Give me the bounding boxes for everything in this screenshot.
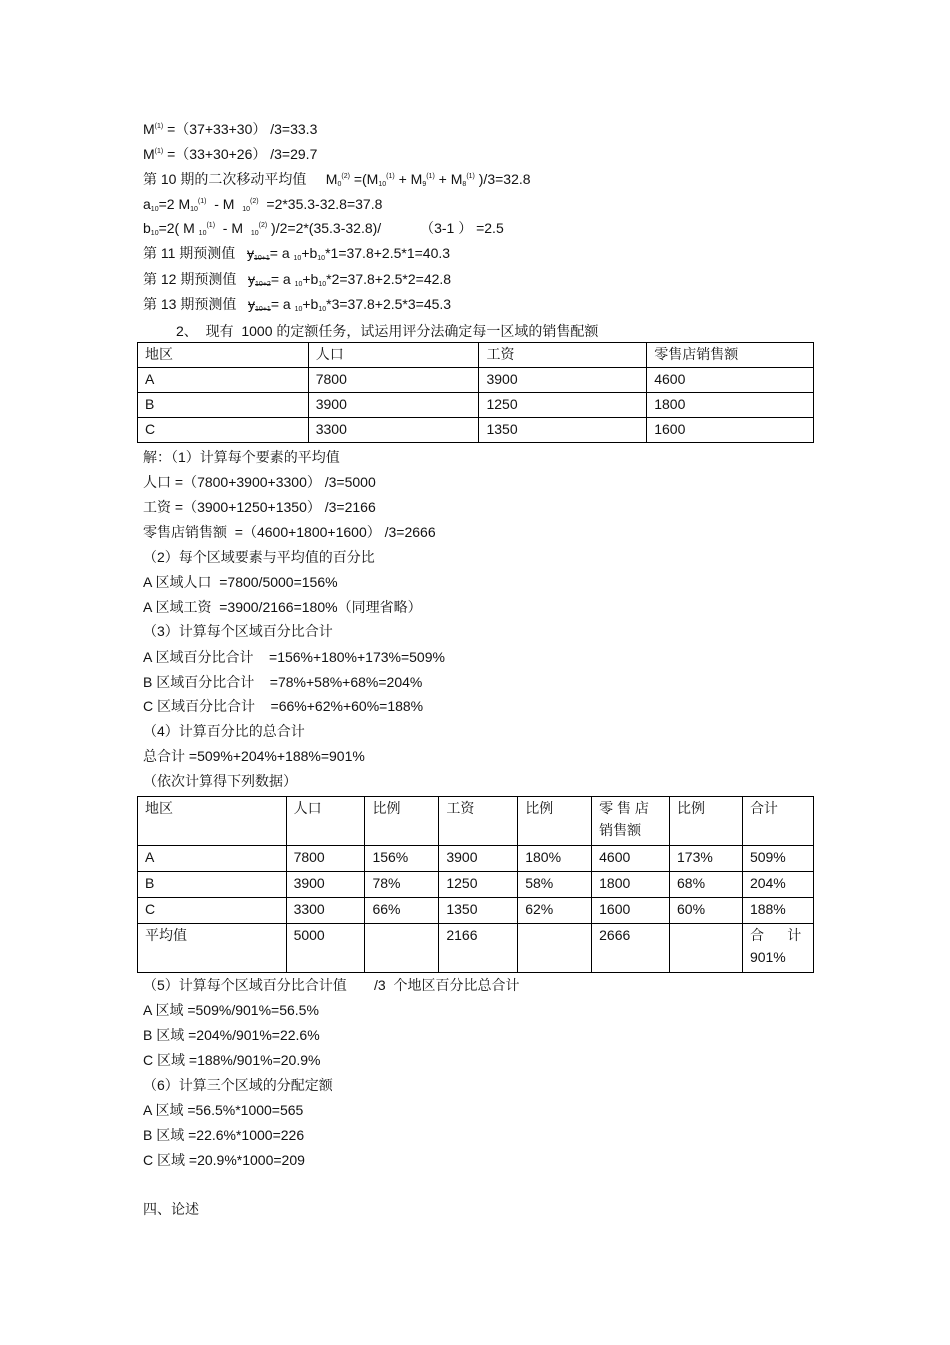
forecast-line: 第 11 期预测值 $y_{10+1}= a$ $_{10}+b_{10}*1=37.8+2.5*1=40.3$ [143,245,451,262]
table-cell: 58% [518,872,592,898]
header-text-line: 零 售 店 [599,800,649,816]
table-cell: 5000 [286,924,365,973]
table-header-cell: 工资 [439,797,518,846]
table-cell: B [138,393,309,418]
table-cell: 1800 [592,872,670,898]
table-cell: 1800 [647,393,814,418]
solution-line: B 区域 =204%/901%=22.6% [143,1027,320,1043]
question-heading: 2、 现有 1000 的定额任务，试运用评分法确定每一区域的销售配额 [176,323,599,339]
forecast-line: 第 12 期预测值 $y_{10+2}= a$ $_{10}+b_{10}*2=37.8+2.5*2=42.8$ [143,271,452,288]
table-header-cell [592,797,670,846]
solution-line: C 区域 =20.9%*1000=209 [143,1152,305,1168]
table-row [138,418,814,443]
solution-line: C 区域 =188%/901%=20.9% [143,1052,321,1068]
table-cell [518,924,592,973]
section-title: 四、论述 [143,1201,199,1217]
table-cell: 2166 [439,924,518,973]
solution-line: （4）计算百分比的总合计 [143,723,305,739]
table-cell: A [138,368,309,393]
computed-table [137,796,814,973]
solution-line: A 区域 =56.5%*1000=565 [143,1102,304,1118]
table-cell: A [138,846,287,872]
table-header-cell: 地区 [138,343,309,368]
solution-line: （依次计算得下列数据） [143,773,297,789]
table-header-cell: 比例 [518,797,592,846]
table-cell: 173% [670,846,743,872]
table-cell: 3300 [286,898,365,924]
table-cell: 7800 [286,846,365,872]
table-cell: 2666 [592,924,670,973]
formula-line: $b_{10}=2$( M $_{10}^{(1)}$ - M $_{10}^{(2)}$ )/2=2*(35.3-32.8)/ （3-1 ） =2.5 [143,220,504,237]
table-cell: 66% [365,898,439,924]
table-cell: 78% [365,872,439,898]
table-cell: 4600 [647,368,814,393]
table-cell: 68% [670,872,743,898]
table-header-cell: 地区 [138,797,287,846]
table-row [138,368,814,393]
formula-line: 第 10 期的二次移动平均值 $M_0^{(2)} =(M_{10}^{(1)} + M_9^{(1)} + M_8^{(1)}$ )/3=32.8 [143,171,531,188]
table-row [138,846,814,872]
table-header-cell: 零售店销售额 [647,343,814,368]
solution-line: 零售店销售额 =（4600+1800+1600） /3=2666 [143,524,436,540]
table-cell: 4600 [592,846,670,872]
table-row [138,872,814,898]
table-cell: 156% [365,846,439,872]
table-cell: 平均值 [138,924,287,973]
table-row [138,393,814,418]
total-label: 合 计 [749,927,802,943]
table-header-row [138,797,814,846]
table-header-row [138,343,814,368]
solution-line: 人口 =（7800+3900+3300） /3=5000 [143,474,376,490]
solution-line: C 区域百分比合计 =66%+62%+60%=188% [143,698,424,714]
solution-line: 工资 =（3900+1250+1350） /3=2166 [143,499,376,515]
solution-line: （5）计算每个区域百分比合计值 /3 个地区百分比总合计 [143,977,520,993]
solution-line: （6）计算三个区域的分配定额 [143,1077,333,1093]
solution-line: B 区域百分比合计 =78%+58%+68%=204% [143,674,423,690]
table-cell: 7800 [308,368,479,393]
table-cell: 180% [518,846,592,872]
table-cell: 3900 [479,368,647,393]
forecast-line: 第 13 期预测值 $y_{10+1}= a$ $_{10}+b_{10}*3=37.8+2.5*3=45.3$ [143,296,452,313]
table-header-cell: 合计 [742,797,813,846]
table-cell: B [138,872,287,898]
table-cell: C [138,418,309,443]
table-cell: 3900 [286,872,365,898]
table-header-cell: 比例 [670,797,743,846]
solution-line: B 区域 =22.6%*1000=226 [143,1127,305,1143]
table-cell: 1250 [479,393,647,418]
average-row [138,924,814,973]
solution-line: 总合计 =509%+204%+188%=901% [143,748,365,764]
table-cell: 62% [518,898,592,924]
table-cell: 60% [670,898,743,924]
table-cell: 3300 [308,418,479,443]
table-cell: 509% [742,846,813,872]
table-cell [365,924,439,973]
table-cell: 188% [742,898,813,924]
table-cell: 3900 [439,846,518,872]
table-cell: 1350 [439,898,518,924]
solution-line: A 区域 =509%/901%=56.5% [143,1002,319,1018]
region-data-table [137,342,814,443]
solution-line: （3）计算每个区域百分比合计 [143,623,333,639]
table-row [138,898,814,924]
table-cell [670,924,743,973]
solution-line: （2）每个区域要素与平均值的百分比 [143,549,375,565]
table-header-cell: 人口 [286,797,365,846]
table-header-cell: 工资 [479,343,647,368]
table-cell: 3900 [308,393,479,418]
total-value: 901% [749,949,786,965]
table-cell: 1250 [439,872,518,898]
formula-line: $M^{(1)} =(37+33+30)$ /3=33.3 [143,121,318,137]
solution-line: 解：（1）计算每个要素的平均值 [143,449,340,465]
formula-line: $a_{10}=2$ $M_{10}^{(1)}$ - M $_{10}^{(2)}$ =2*35.3-32.8=37.8 [143,196,383,213]
solution-line: A 区域工资 =3900/2166=180%（同理省略） [143,599,422,615]
table-cell: C [138,898,287,924]
table-cell: 1350 [479,418,647,443]
solution-line: A 区域人口 =7800/5000=156% [143,574,338,590]
table-header-cell: 人口 [308,343,479,368]
header-text-line: 销售额 [599,822,642,838]
table-cell: 204% [742,872,813,898]
table-cell: 1600 [647,418,814,443]
table-header-cell: 比例 [365,797,439,846]
formula-line: $M^{(1)} =(33+30+26)$ /3=29.7 [143,146,318,162]
table-cell [742,924,813,973]
table-cell: 1600 [592,898,670,924]
solution-line: A 区域百分比合计 =156%+180%+173%=509% [143,649,445,665]
